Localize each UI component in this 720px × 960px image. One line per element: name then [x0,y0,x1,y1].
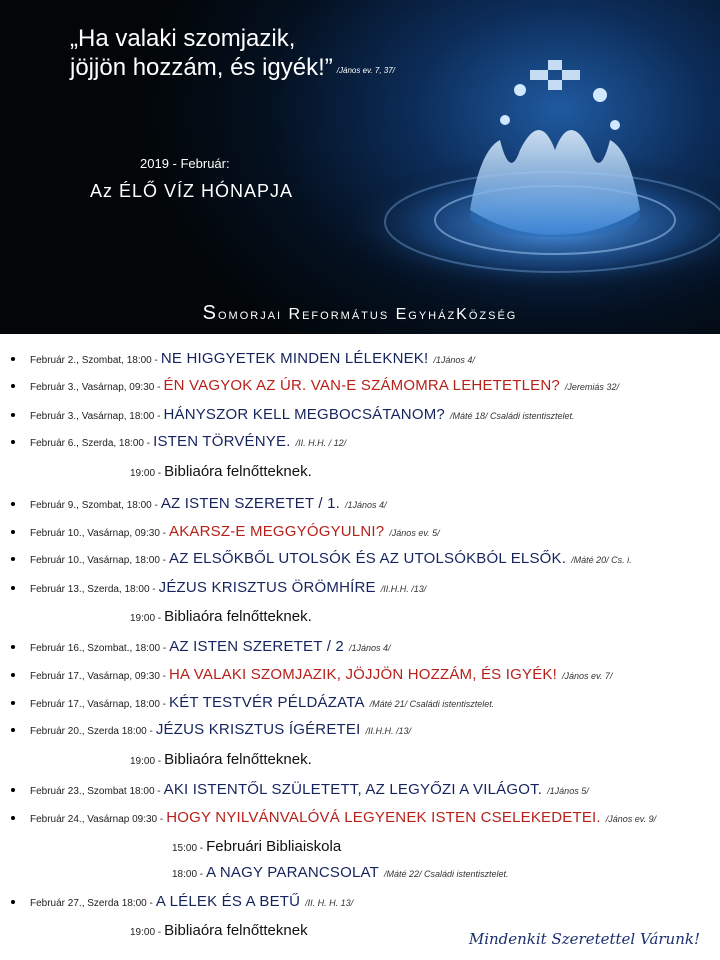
service-date: Február 27., Szerda 18:00 - [30,898,153,909]
bullet-icon [11,586,15,590]
schedule-row [0,719,720,745]
sermon-title: AZ ELSŐKBŐL UTOLSÓK ÉS AZ UTOLSÓKBÓL ELSŐK. [169,550,567,567]
scripture-reference: /1János 4/ [433,355,475,365]
bullet-icon [11,728,15,732]
bullet-icon [11,645,15,649]
bullet-icon [11,673,15,677]
service-date: Február 20., Szerda 18:00 - [30,726,153,737]
quote-reference: /János ev. 7, 37/ [336,66,395,75]
schedule-row [0,521,720,547]
church-name: Somorjai Református EgyházKözség [202,302,518,324]
scripture-reference: /1János 4/ [348,643,391,653]
bullet-icon [11,816,15,820]
month-label: 2019 - Február: [140,156,230,171]
schedule-line [30,550,632,567]
scripture-reference: /1János 5/ [547,786,589,796]
schedule-line [30,377,619,394]
schedule-row [0,348,720,374]
scripture-reference: /Jeremiás 32/ [564,382,619,392]
service-date: Február 10., Vasárnap, 09:30 - [30,528,167,539]
schedule-row [0,749,720,775]
bullet-icon [11,384,15,388]
service-date: Február 16., Szombat., 18:00 - [30,643,167,654]
schedule-line [130,463,312,480]
schedule-row [0,807,720,833]
sermon-title: HOGY NYILVÁNVALÓVÁ LEGYENEK ISTEN CSELEKEDETEI. [166,809,601,826]
service-date: Február 10., Vasárnap, 18:00 - [30,555,167,566]
schedule-line [30,721,411,738]
sermon-title: AZ ISTEN SZERETET / 2 [169,638,344,655]
sermon-title: AKARSZ-E MEGGYÓGYULNI? [169,523,385,540]
schedule-line [30,495,387,512]
scripture-reference: /Máté 18/ Családi istentisztelet. [449,411,575,421]
sermon-title: NE HIGGYETEK MINDEN LÉLEKNEK! [160,350,429,367]
service-date: Február 17., Vasárnap, 09:30 - [30,671,167,682]
service-time: 15:00 - [172,843,204,854]
scripture-reference: /II.H.H. /13/ [380,584,427,594]
sermon-title: AZ ISTEN SZERETET / 1. [160,495,340,512]
schedule-row [0,493,720,519]
sermon-title: ÉN VAGYOK AZ ÚR. VAN-E SZÁMOMRA LEHETETLEN? [163,377,560,394]
sermon-title: ISTEN TÖRVÉNYE. [153,433,291,450]
schedule-line [30,638,391,655]
schedule-row [0,548,720,574]
schedule-line [30,694,494,711]
quote [70,24,395,85]
schedule-line [130,608,312,625]
scripture-reference: /János ev. 5/ [389,528,440,538]
schedule-line [30,523,440,540]
service-date: Február 3., Vasárnap, 18:00 - [30,411,161,422]
service-time: 19:00 - [130,613,162,624]
service-time: 19:00 - [130,927,162,938]
scripture-reference: /II.H.H. /13/ [365,726,411,736]
service-time: 19:00 - [130,756,162,767]
schedule-row [0,431,720,457]
bible-study-label: Februári Bibliaiskola [206,838,342,855]
header-banner [0,0,720,334]
sermon-title: JÉZUS KRISZTUS ÍGÉRETEI [155,721,361,738]
sermon-title: A LÉLEK ÉS A BETŰ [155,893,301,910]
service-date: Február 24., Vasárnap 09:30 - [30,814,164,825]
service-date: Február 17., Vasárnap, 18:00 - [30,699,167,710]
scripture-reference: /II. H. H. 13/ [305,898,354,908]
sermon-title: HÁNYSZOR KELL MEGBOCSÁTANOM? [163,406,445,423]
bullet-icon [11,900,15,904]
schedule-row [0,779,720,805]
service-date: Február 3., Vasárnap, 09:30 - [30,382,161,393]
service-date: Február 9., Szombat, 18:00 - [30,500,158,511]
schedule-line [30,893,353,910]
schedule-line [30,781,589,798]
bullet-icon [11,530,15,534]
scripture-reference: /Máté 22/ Családi istentisztelet. [383,869,509,879]
quote-line-2: jöjjön hozzám, és igyék!” [70,54,333,81]
schedule-row [0,692,720,718]
bullet-icon [11,440,15,444]
bible-study-label: Bibliaóra felnőtteknek. [164,463,312,480]
month-theme: Az ÉLŐ VÍZ HÓNAPJA [90,181,294,201]
service-date: Február 2., Szombat, 18:00 - [30,355,158,366]
schedule-row [0,404,720,430]
service-time: 19:00 - [130,468,162,479]
schedule-line [172,864,509,881]
sermon-title: HA VALAKI SZOMJAZIK, JÖJJÖN HOZZÁM, ÉS IGYÉK! [169,666,557,683]
quote-line-1: „Ha valaki szomjazik, [70,25,296,52]
schedule-row [0,606,720,632]
schedule-row [0,636,720,662]
service-time: 18:00 - [172,869,204,880]
service-date: Február 6., Szerda, 18:00 - [30,438,151,449]
schedule-line [30,406,575,423]
scripture-reference: /János ev. 7/ [561,671,613,681]
schedule-line [30,579,426,596]
schedule-line [30,809,656,826]
scripture-reference: /Máté 20/ Cs. i. [571,555,632,565]
bible-study-label: Bibliaóra felnőtteknek. [164,608,312,625]
schedule-row [0,862,720,888]
schedule-line [30,433,346,450]
bible-study-label: Bibliaóra felnőtteknek [164,922,308,939]
service-date: Február 23., Szombat 18:00 - [30,786,161,797]
schedule-row [0,461,720,487]
schedule-line [172,838,341,855]
schedule-line [30,350,475,367]
scripture-reference: /Máté 21/ Családi istentisztelet. [369,699,495,709]
bullet-icon [11,788,15,792]
bible-study-label: Bibliaóra felnőtteknek. [164,751,312,768]
welcome-signature: Mindenkit Szeretettel Várunk! [468,930,700,948]
bullet-icon [11,557,15,561]
schedule-line [130,751,312,768]
schedule-row [0,664,720,690]
bullet-icon [11,701,15,705]
schedule-row [0,577,720,603]
schedule-row [0,836,720,862]
schedule-row [0,891,720,917]
bullet-icon [11,502,15,506]
sermon-title: A NAGY PARANCSOLAT [206,864,379,881]
scripture-reference: /1János 4/ [345,500,387,510]
service-date: Február 13., Szerda, 18:00 - [30,584,156,595]
bullet-icon [11,357,15,361]
schedule-line [30,666,612,683]
schedule-row [0,375,720,401]
sermon-title: AKI ISTENTŐL SZÜLETETT, AZ LEGYŐZI A VILÁGOT. [163,781,543,798]
sermon-title: JÉZUS KRISZTUS ÖRÖMHÍRE [158,579,376,596]
schedule-line [130,922,308,939]
bullet-icon [11,413,15,417]
scripture-reference: /II. H.H. / 12/ [295,438,347,448]
sermon-title: KÉT TESTVÉR PÉLDÁZATA [169,694,365,711]
scripture-reference: /János ev. 9/ [605,814,657,824]
